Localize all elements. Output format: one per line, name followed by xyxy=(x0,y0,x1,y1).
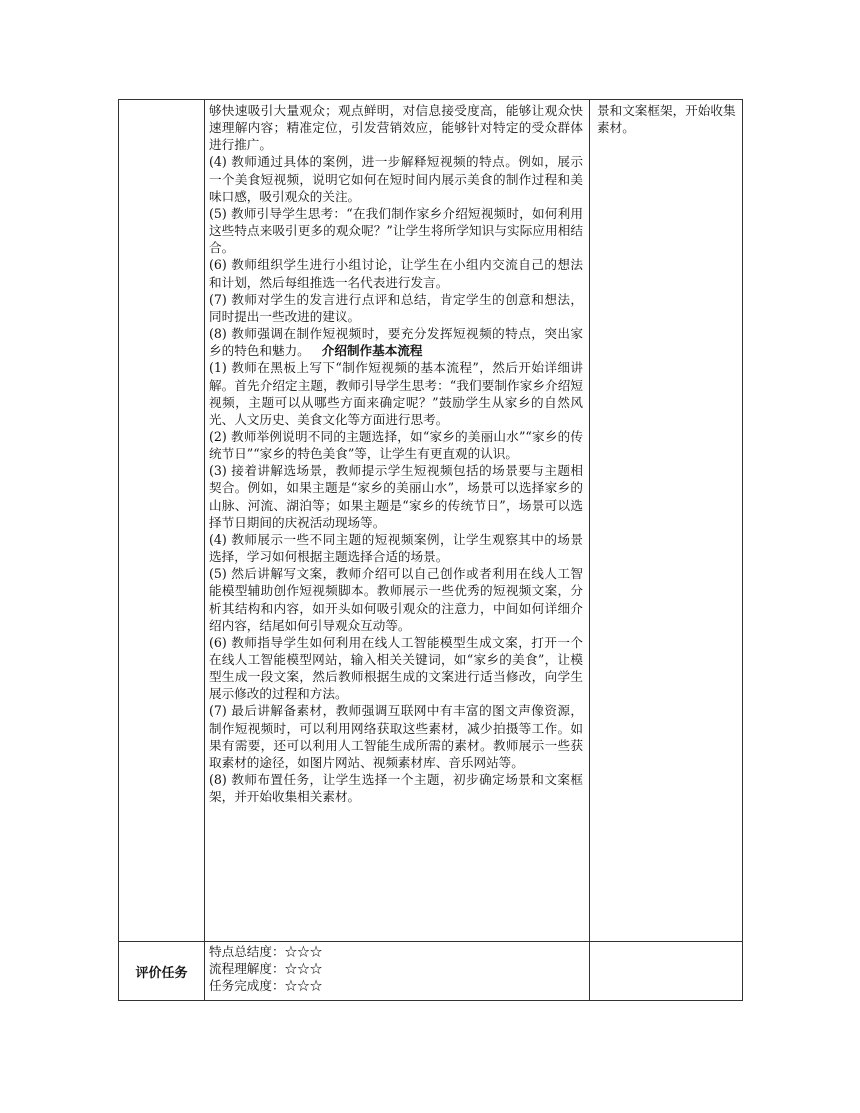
evaluation-item: 任务完成度：☆☆☆ xyxy=(209,978,323,994)
evaluation-label: 评价任务 xyxy=(119,942,205,1001)
paragraph: (5) 然后讲解写文案，教师介绍可以自己创作或者利用在线人工智能模型辅助创作短视频脚本。教师展示一些优秀的短视频文案，分析其结构和内容，如开头如何吸引观众的注意力，中间如何详细介绍内容，结尾如何引导观众互动等。 xyxy=(209,566,583,633)
paragraph: (4) 教师通过具体的案例，进一步解释短视频的特点。例如，展示一个美食短视频，说明它如何在短时间内展示美食的制作过程和美味口感，吸引观众的关注。 xyxy=(209,154,583,204)
paragraph: (1) 教师在黑板上写下“制作短视频的基本流程”，然后开始详细讲解。首先介绍定主题，教师引导学生思考：“我们要制作家乡介绍短视频，主题可以从哪些方面来确定呢？”鼓励学生从家乡的自然风光、人文历史、美食文化等方面进行思考。 xyxy=(209,360,583,427)
paragraph: (7) 最后讲解备素材，教师强调互联网中有丰富的图文声像资源，制作短视频时，可以利用网络获取这些素材，减少拍摄等工作。如果有需要，还可以利用人工智能生成所需的素材。教师展示一些获取素材的途径，如图片网站、视频素材库、音乐网站等。 xyxy=(209,703,583,770)
teacher-activity-cell xyxy=(205,100,590,942)
paragraph: (5) 教师引导学生思考：“在我们制作家乡介绍短视频时，如何利用这些特点来吸引更多的观众呢？”让学生将所学知识与实际应用相结合。 xyxy=(209,205,583,256)
paragraph: (7) 教师对学生的发言进行点评和总结，肯定学生的创意和想法，同时提出一些改进的建议。 xyxy=(209,291,583,324)
paragraph: (6) 教师组织学生进行小组讨论，让学生在小组内交流自己的想法和计划，然后每组推选一名代表进行发言。 xyxy=(209,257,583,290)
paragraph xyxy=(209,325,583,359)
evaluation-item: 特点总结度：☆☆☆ xyxy=(209,944,323,959)
lesson-plan-table xyxy=(118,99,743,1001)
evaluation-empty-cell xyxy=(590,942,743,1001)
paragraph: 够快速吸引大量观众；观点鲜明，对信息接受度高，能够让观众快速理解内容；精准定位，引发营销效应，能够针对特定的受众群体进行推广。 xyxy=(209,103,583,153)
evaluation-items-cell xyxy=(205,942,590,1001)
label-cell-empty xyxy=(119,100,205,942)
section-heading: 介绍制作基本流程 xyxy=(321,343,423,359)
evaluation-item: 流程理解度：☆☆☆ xyxy=(209,961,323,977)
paragraph: (4) 教师展示一些不同主题的短视频案例，让学生观察其中的场景选择，学习如何根据主题选择合适的场景。 xyxy=(209,531,583,565)
paragraph: (8) 教师布置任务，让学生选择一个主题，初步确定场景和文案框架，并开始收集相关素材。 xyxy=(209,772,583,805)
paragraph-text: (8) 教师强调在制作短视频时，要充分发挥短视频的特点，突出家乡的特色和魅力。 xyxy=(209,326,583,359)
table-row xyxy=(119,100,743,942)
side-text: 景和文案框架，开始收集素材。 xyxy=(597,103,736,136)
paragraph: (6) 教师指导学生如何利用在线人工智能模型生成文案，打开一个在线人工智能模型网站，输入相关关键词，如“家乡的美食”，让模型生成一段文案，然后教师根据生成的文案进行适当修改，向学生展示修改的过程和方法。 xyxy=(209,634,583,702)
paragraph: (3) 接着讲解选场景，教师提示学生短视频包括的场景要与主题相契合。例如，如果主题是“家乡的美丽山水”，场景可以选择家乡的山脉、河流、湖泊等；如果主题是“家乡的传统节日”，场景可以选择节日期间的庆祝活动现场等。 xyxy=(209,463,583,530)
paragraph: (2) 教师举例说明不同的主题选择，如“家乡的美丽山水”“家乡的传统节日”“家乡的特色美食”等，让学生有更直观的认识。 xyxy=(209,428,583,462)
student-activity-cell xyxy=(590,100,743,942)
table-row xyxy=(119,942,743,1001)
